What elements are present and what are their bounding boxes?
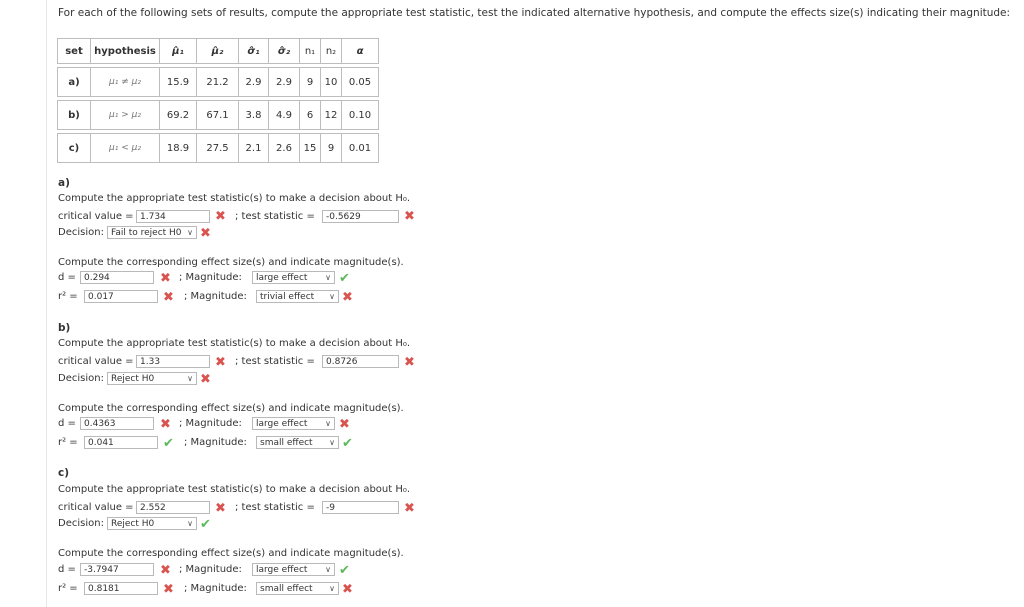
cell-n1: 15 (300, 134, 321, 163)
cell-sigma1: 2.1 (239, 134, 269, 163)
cell-hypothesis: μ₁ < μ₂ (91, 134, 160, 163)
chevron-down-icon: ∨ (325, 273, 331, 282)
part-c-r2-magnitude-select[interactable] (256, 582, 339, 595)
part-a-decision-wrong-icon: ✖ (200, 226, 211, 241)
table-row (58, 68, 379, 97)
part-a-decision-value: Fail to reject H0 (111, 228, 182, 238)
part-a-r2-input[interactable]: 0.017 (84, 290, 158, 303)
part-b-decision-wrong-icon: ✖ (200, 372, 211, 387)
part-a-label: a) (58, 177, 70, 189)
part-c-d-magnitude-label: ; Magnitude: (179, 564, 242, 575)
part-b-stat-instructions: Compute the appropriate test statistic(s) to make a decision about H₀. (58, 338, 411, 349)
part-c-decision-value: Reject H0 (111, 519, 155, 529)
part-b-r2-mag-correct-icon: ✔ (342, 436, 353, 451)
part-b-critical-value-input[interactable]: 1.33 (136, 355, 210, 368)
col-header-sigma2: σ̂₂ (269, 39, 300, 64)
part-b-d-magnitude-label: ; Magnitude: (179, 418, 242, 429)
part-c-critical-wrong-icon: ✖ (215, 501, 226, 516)
part-c-decision-correct-icon: ✔ (200, 517, 211, 532)
chevron-down-icon: ∨ (187, 519, 193, 528)
cell-n2: 10 (321, 68, 342, 97)
part-a-d-magnitude-label: ; Magnitude: (179, 272, 242, 283)
part-a-test-statistic-input[interactable]: -0.5629 (322, 210, 399, 223)
cell-mu1: 69.2 (160, 101, 197, 130)
part-c-r2-input[interactable]: 0.8181 (84, 582, 158, 595)
chevron-down-icon: ∨ (325, 419, 331, 428)
part-b-decision-select[interactable] (107, 372, 197, 385)
cell-sigma1: 2.9 (239, 68, 269, 97)
part-c-critical-value-input[interactable]: 2.552 (136, 501, 210, 514)
part-b-label: b) (58, 322, 71, 334)
part-c-critical-label: critical value = (58, 502, 134, 513)
part-b-r2-input[interactable]: 0.041 (84, 436, 158, 449)
part-a-r2-magnitude-label: ; Magnitude: (184, 291, 247, 302)
part-a-d-label: d = (58, 272, 76, 283)
cell-sigma2: 2.6 (269, 134, 300, 163)
part-a-d-mag-correct-icon: ✔ (339, 271, 350, 286)
col-header-mu1: μ̂₁ (160, 39, 197, 64)
part-c-label: c) (58, 467, 70, 479)
part-c-r2-magnitude-label: ; Magnitude: (184, 583, 247, 594)
part-a-decision-select[interactable] (107, 226, 197, 239)
part-a-test-stat-label: ; test statistic = (235, 211, 315, 222)
cell-n1: 9 (300, 68, 321, 97)
cell-alpha: 0.01 (342, 134, 379, 163)
cell-set: c) (58, 134, 91, 163)
part-a-d-wrong-icon: ✖ (160, 271, 171, 286)
cell-alpha: 0.10 (342, 101, 379, 130)
part-a-decision-label: Decision: (58, 227, 104, 238)
part-b-decision-value: Reject H0 (111, 374, 155, 384)
part-b-critical-wrong-icon: ✖ (215, 355, 226, 370)
part-b-effect-instructions: Compute the corresponding effect size(s) and indicate magnitude(s). (58, 403, 404, 414)
part-b-decision-label: Decision: (58, 373, 104, 384)
part-c-d-magnitude-value: large effect (256, 565, 308, 575)
cell-hypothesis: μ₁ > μ₂ (91, 101, 160, 130)
part-b-d-magnitude-value: large effect (256, 419, 308, 429)
part-a-r2-mag-wrong-icon: ✖ (342, 290, 353, 305)
col-header-alpha: α (342, 39, 379, 64)
part-b-d-wrong-icon: ✖ (160, 417, 171, 432)
instructions-text: For each of the following sets of results, compute the appropriate test statistic, test the indicated alternative hypothesis, and compute the effects size(s) indicating their magnitude: (58, 7, 1011, 19)
part-b-r2-label: r² = (58, 437, 78, 448)
part-b-r2-magnitude-select[interactable] (256, 436, 339, 449)
cell-set: b) (58, 101, 91, 130)
part-c-test-stat-label: ; test statistic = (235, 502, 315, 513)
col-header-n2: n₂ (321, 39, 342, 64)
cell-n1: 6 (300, 101, 321, 130)
part-a-r2-label: r² = (58, 291, 78, 302)
part-c-r2-wrong-icon: ✖ (163, 582, 174, 597)
chevron-down-icon: ∨ (187, 374, 193, 383)
cell-hypothesis: μ₁ ≠ μ₂ (91, 68, 160, 97)
table-header-row (58, 39, 379, 64)
part-b-d-input[interactable]: 0.4363 (80, 417, 154, 430)
chevron-down-icon: ∨ (325, 565, 331, 574)
cell-mu2: 27.5 (197, 134, 239, 163)
part-c-r2-magnitude-value: small effect (260, 584, 313, 594)
cell-n2: 9 (321, 134, 342, 163)
col-header-sigma1: σ̂₁ (239, 39, 269, 64)
data-table (57, 38, 379, 163)
part-a-effect-instructions: Compute the corresponding effect size(s) and indicate magnitude(s). (58, 257, 404, 268)
part-b-d-mag-wrong-icon: ✖ (339, 417, 350, 432)
part-c-decision-select[interactable] (107, 517, 197, 530)
part-a-critical-value-input[interactable]: 1.734 (136, 210, 210, 223)
col-header-mu2: μ̂₂ (197, 39, 239, 64)
col-header-hypothesis: hypothesis (91, 39, 160, 64)
part-b-d-label: d = (58, 418, 76, 429)
part-c-d-magnitude-select[interactable] (252, 563, 335, 576)
chevron-down-icon: ∨ (329, 292, 335, 301)
part-a-critical-wrong-icon: ✖ (215, 209, 226, 224)
part-b-critical-label: critical value = (58, 356, 134, 367)
cell-mu1: 18.9 (160, 134, 197, 163)
part-a-r2-wrong-icon: ✖ (163, 290, 174, 305)
part-b-d-magnitude-select[interactable] (252, 417, 335, 430)
part-a-r2-magnitude-value: trivial effect (260, 292, 315, 302)
cell-set: a) (58, 68, 91, 97)
col-header-set: set (58, 39, 91, 64)
part-c-decision-label: Decision: (58, 518, 104, 529)
part-b-test-stat-wrong-icon: ✖ (404, 355, 415, 370)
cell-n2: 12 (321, 101, 342, 130)
part-c-r2-mag-wrong-icon: ✖ (342, 582, 353, 597)
part-b-r2-correct-icon: ✔ (163, 436, 174, 451)
chevron-down-icon: ∨ (329, 438, 335, 447)
cell-alpha: 0.05 (342, 68, 379, 97)
part-b-test-stat-label: ; test statistic = (235, 356, 315, 367)
cell-mu1: 15.9 (160, 68, 197, 97)
part-c-r2-label: r² = (58, 583, 78, 594)
part-c-effect-instructions: Compute the corresponding effect size(s) and indicate magnitude(s). (58, 548, 404, 559)
table-row (58, 101, 379, 130)
part-c-test-statistic-input[interactable]: -9 (322, 501, 399, 514)
part-c-d-wrong-icon: ✖ (160, 563, 171, 578)
cell-sigma2: 2.9 (269, 68, 300, 97)
part-c-stat-instructions: Compute the appropriate test statistic(s) to make a decision about H₀. (58, 484, 411, 495)
cell-mu2: 67.1 (197, 101, 239, 130)
part-a-d-magnitude-select[interactable] (252, 271, 335, 284)
part-b-r2-magnitude-value: small effect (260, 438, 313, 448)
part-a-test-stat-wrong-icon: ✖ (404, 209, 415, 224)
part-a-d-input[interactable]: 0.294 (80, 271, 154, 284)
cell-sigma2: 4.9 (269, 101, 300, 130)
chevron-down-icon: ∨ (187, 228, 193, 237)
cell-sigma1: 3.8 (239, 101, 269, 130)
part-c-d-label: d = (58, 564, 76, 575)
table-row (58, 134, 379, 163)
part-a-critical-label: critical value = (58, 211, 134, 222)
part-a-r2-magnitude-select[interactable] (256, 290, 339, 303)
cell-mu2: 21.2 (197, 68, 239, 97)
part-c-test-stat-wrong-icon: ✖ (404, 501, 415, 516)
col-header-n1: n₁ (300, 39, 321, 64)
part-b-r2-magnitude-label: ; Magnitude: (184, 437, 247, 448)
part-a-d-magnitude-value: large effect (256, 273, 308, 283)
part-b-test-statistic-input[interactable]: 0.8726 (322, 355, 399, 368)
part-c-d-input[interactable]: -3.7947 (80, 563, 154, 576)
part-a-stat-instructions: Compute the appropriate test statistic(s) to make a decision about H₀. (58, 193, 411, 204)
part-c-d-mag-correct-icon: ✔ (339, 563, 350, 578)
chevron-down-icon: ∨ (329, 584, 335, 593)
